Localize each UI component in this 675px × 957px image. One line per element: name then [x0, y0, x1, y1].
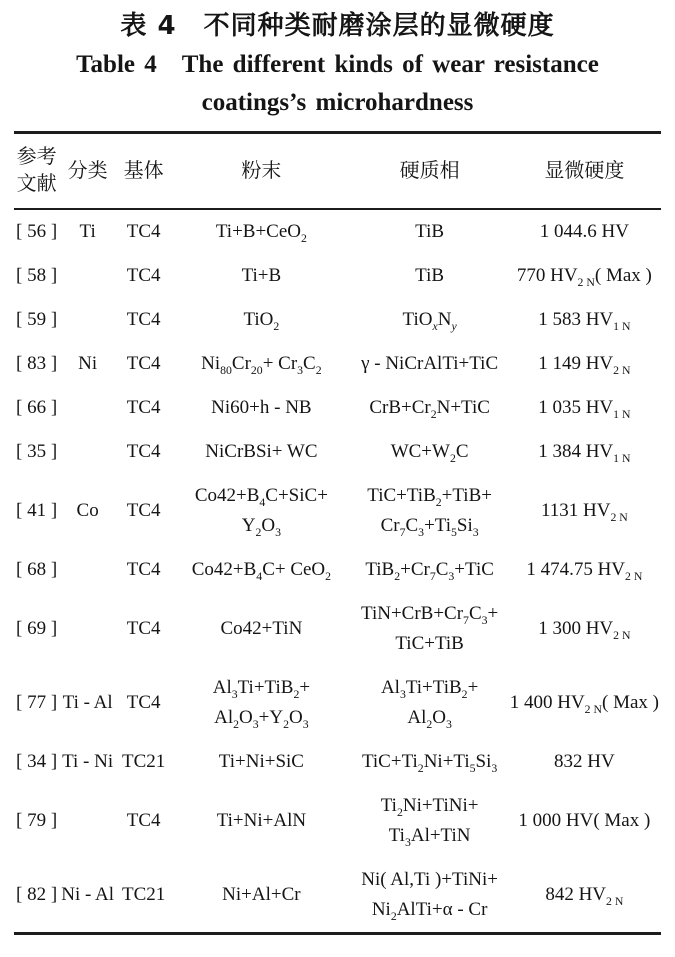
table-cell: $Co42+B_4C+SiC+$ $Y_2O_3$: [194, 485, 328, 539]
table-cell: [ 35 ]: [16, 441, 58, 463]
table-cell: [59, 592, 116, 666]
table-cell: [ 34 ]: [16, 751, 58, 773]
header-row: [14, 133, 661, 210]
table-cell: 1 384 $HV_{1 N}$: [538, 441, 631, 465]
table-cell: [ 68 ]: [16, 559, 58, 581]
table-cell: 770 $HV_{2 N}$( Max ): [516, 265, 652, 289]
table-cell: [59, 548, 116, 592]
table-cell: Co42+TiN: [220, 618, 303, 640]
table-cell: [ 69 ]: [16, 618, 58, 640]
table-cell: TC4: [126, 618, 161, 640]
table-cell: Ni+Al+Cr: [222, 884, 301, 906]
table-cell: TC21: [121, 884, 166, 906]
column-header: 粉末: [241, 159, 282, 182]
table-cell: [ 58 ]: [16, 265, 58, 287]
table-cell: [ 41 ]: [16, 500, 58, 522]
table-row: [14, 784, 661, 858]
column-header: 参考 文献: [16, 146, 57, 195]
table-cell: 1131 $HV_{2 N}$: [540, 500, 628, 524]
table-cell: TC4: [126, 353, 161, 375]
table-cell: Ti: [79, 221, 96, 242]
column-header: 分类: [67, 159, 108, 182]
table-cell: TC4: [126, 309, 161, 331]
table-cell: [ 83 ]: [16, 353, 58, 375]
table-row: [14, 430, 661, 474]
table-row: [14, 209, 661, 254]
table-cell: Ti - Ni: [62, 751, 114, 773]
column-header: 显微硬度: [544, 159, 625, 182]
table-cell: $TiC+Ti_2Ni+Ti_5Si_3$: [361, 751, 498, 775]
table-cell: $WC+W_2C$: [390, 441, 469, 465]
table-cell: 1 035 $HV_{1 N}$: [538, 397, 631, 421]
table-row: [14, 592, 661, 666]
table-cell: $TiO_xN_y$: [402, 309, 457, 333]
table-cell: $CrB+Cr_2N+TiC$: [369, 397, 490, 421]
table-cell: $TiB_2+Cr_7C_3+TiC$: [365, 559, 494, 583]
table-row: [14, 548, 661, 592]
table-cell: TC21: [121, 751, 166, 773]
table-cell: [ 82 ]: [16, 884, 58, 906]
table-cell: [ 56 ]: [16, 221, 58, 242]
table-cell: $TiN+CrB+Cr_7C_3+$ TiC+TiB: [361, 603, 499, 655]
table-cell: 1 583 $HV_{1 N}$: [538, 309, 631, 333]
table-cell: TC4: [126, 265, 161, 287]
table-cell: [59, 430, 116, 474]
table-cell: TC4: [126, 500, 161, 522]
table-cell: TC4: [126, 397, 161, 419]
table-cell: Ni60+h - NB: [211, 397, 312, 419]
table-cell: [59, 386, 116, 430]
table-cell: 832 HV: [554, 751, 615, 773]
table-cell: [ 79 ]: [16, 810, 58, 832]
table-cell: TC4: [126, 221, 161, 242]
table-cell: [59, 298, 116, 342]
table-body: [14, 209, 661, 934]
table-cell: Ti+B: [241, 265, 282, 287]
table-caption-zh: 表 4 不同种类耐磨涂层的显微硬度: [120, 11, 555, 41]
table-cell: TiB: [415, 221, 445, 242]
table-cell: [59, 254, 116, 298]
table-cell: TiO$_2$: [243, 309, 280, 333]
table-cell: 1 000 HV( Max ): [518, 810, 651, 832]
table-header: [14, 133, 661, 210]
table-cell: 1 474.75 $HV_{2 N}$: [526, 559, 643, 583]
table-cell: 1 044.6 HV: [539, 221, 629, 242]
table-row: [14, 740, 661, 784]
table-cell: 1 300 $HV_{2 N}$: [538, 618, 631, 642]
table-cell: γ - NiCrAlTi+TiC: [361, 353, 499, 375]
table-cell: 1 149 $HV_{2 N}$: [538, 353, 631, 377]
table-cell: $Co42+B_4C+ CeO_2$: [191, 559, 332, 583]
table-row: [14, 858, 661, 934]
table-cell: $Al_3Ti+TiB_2+$ $Al_2O_3$: [380, 677, 479, 731]
table-cell: TC4: [126, 441, 161, 463]
column-header: 基体: [123, 159, 164, 182]
table-cell: [ 59 ]: [16, 309, 58, 331]
table-caption-en-line2: coatings’s microhardness: [201, 89, 474, 116]
table-cell: TC4: [126, 810, 161, 832]
table-cell: TiC+TiB$_2$+TiB+ $Cr_7C_3+Ti_5Si_3$: [367, 485, 492, 539]
table-cell: TC4: [126, 692, 161, 714]
table-caption-en-line1: Table 4 The different kinds of wear resistance: [76, 51, 599, 78]
table-cell: $Ti_2Ni+TiNi+$ $Ti_3Al+TiN$: [380, 795, 479, 850]
table-cell: 842 $HV_{2 N}$: [545, 884, 624, 909]
table-cell: $Ni_{80}Cr_{20}+ Cr_3C_2$: [201, 353, 322, 377]
table-row: [14, 254, 661, 298]
table-cell: $Al_3Ti+TiB_2+$ $Al_2O_3+Y_2O_3$: [212, 677, 311, 731]
table-cell: Ni - Al: [61, 884, 115, 906]
table-row: [14, 666, 661, 740]
table-cell: Ti+Ni+AlN: [216, 810, 307, 832]
table-cell: TiB: [415, 265, 445, 287]
microhardness-table: [14, 131, 661, 935]
table-row: [14, 298, 661, 342]
table-cell: Ni: [78, 353, 98, 375]
table-row: [14, 474, 661, 548]
column-header: 硬质相: [399, 159, 460, 182]
table-row: [14, 342, 661, 386]
table-cell: [ 77 ]: [16, 692, 58, 714]
table-cell: NiCrBSi+ WC: [205, 441, 318, 463]
table-cell: TC4: [126, 559, 161, 581]
table-cell: [59, 784, 116, 858]
table-row: [14, 386, 661, 430]
table-cell: Ti+Ni+SiC: [218, 751, 304, 773]
table-cell: Co: [76, 500, 99, 522]
table-cell: Ni( Al,Ti )+TiNi+ $Ni_2AlTi+\alpha - Cr$: [361, 869, 498, 924]
table-cell: Ti - Al: [62, 692, 113, 714]
table-cell: [ 66 ]: [16, 397, 58, 419]
table-cell: 1 400 $HV_{2 N}$( Max ): [509, 692, 659, 716]
table-cell: Ti+B+CeO$_2$: [215, 221, 307, 245]
